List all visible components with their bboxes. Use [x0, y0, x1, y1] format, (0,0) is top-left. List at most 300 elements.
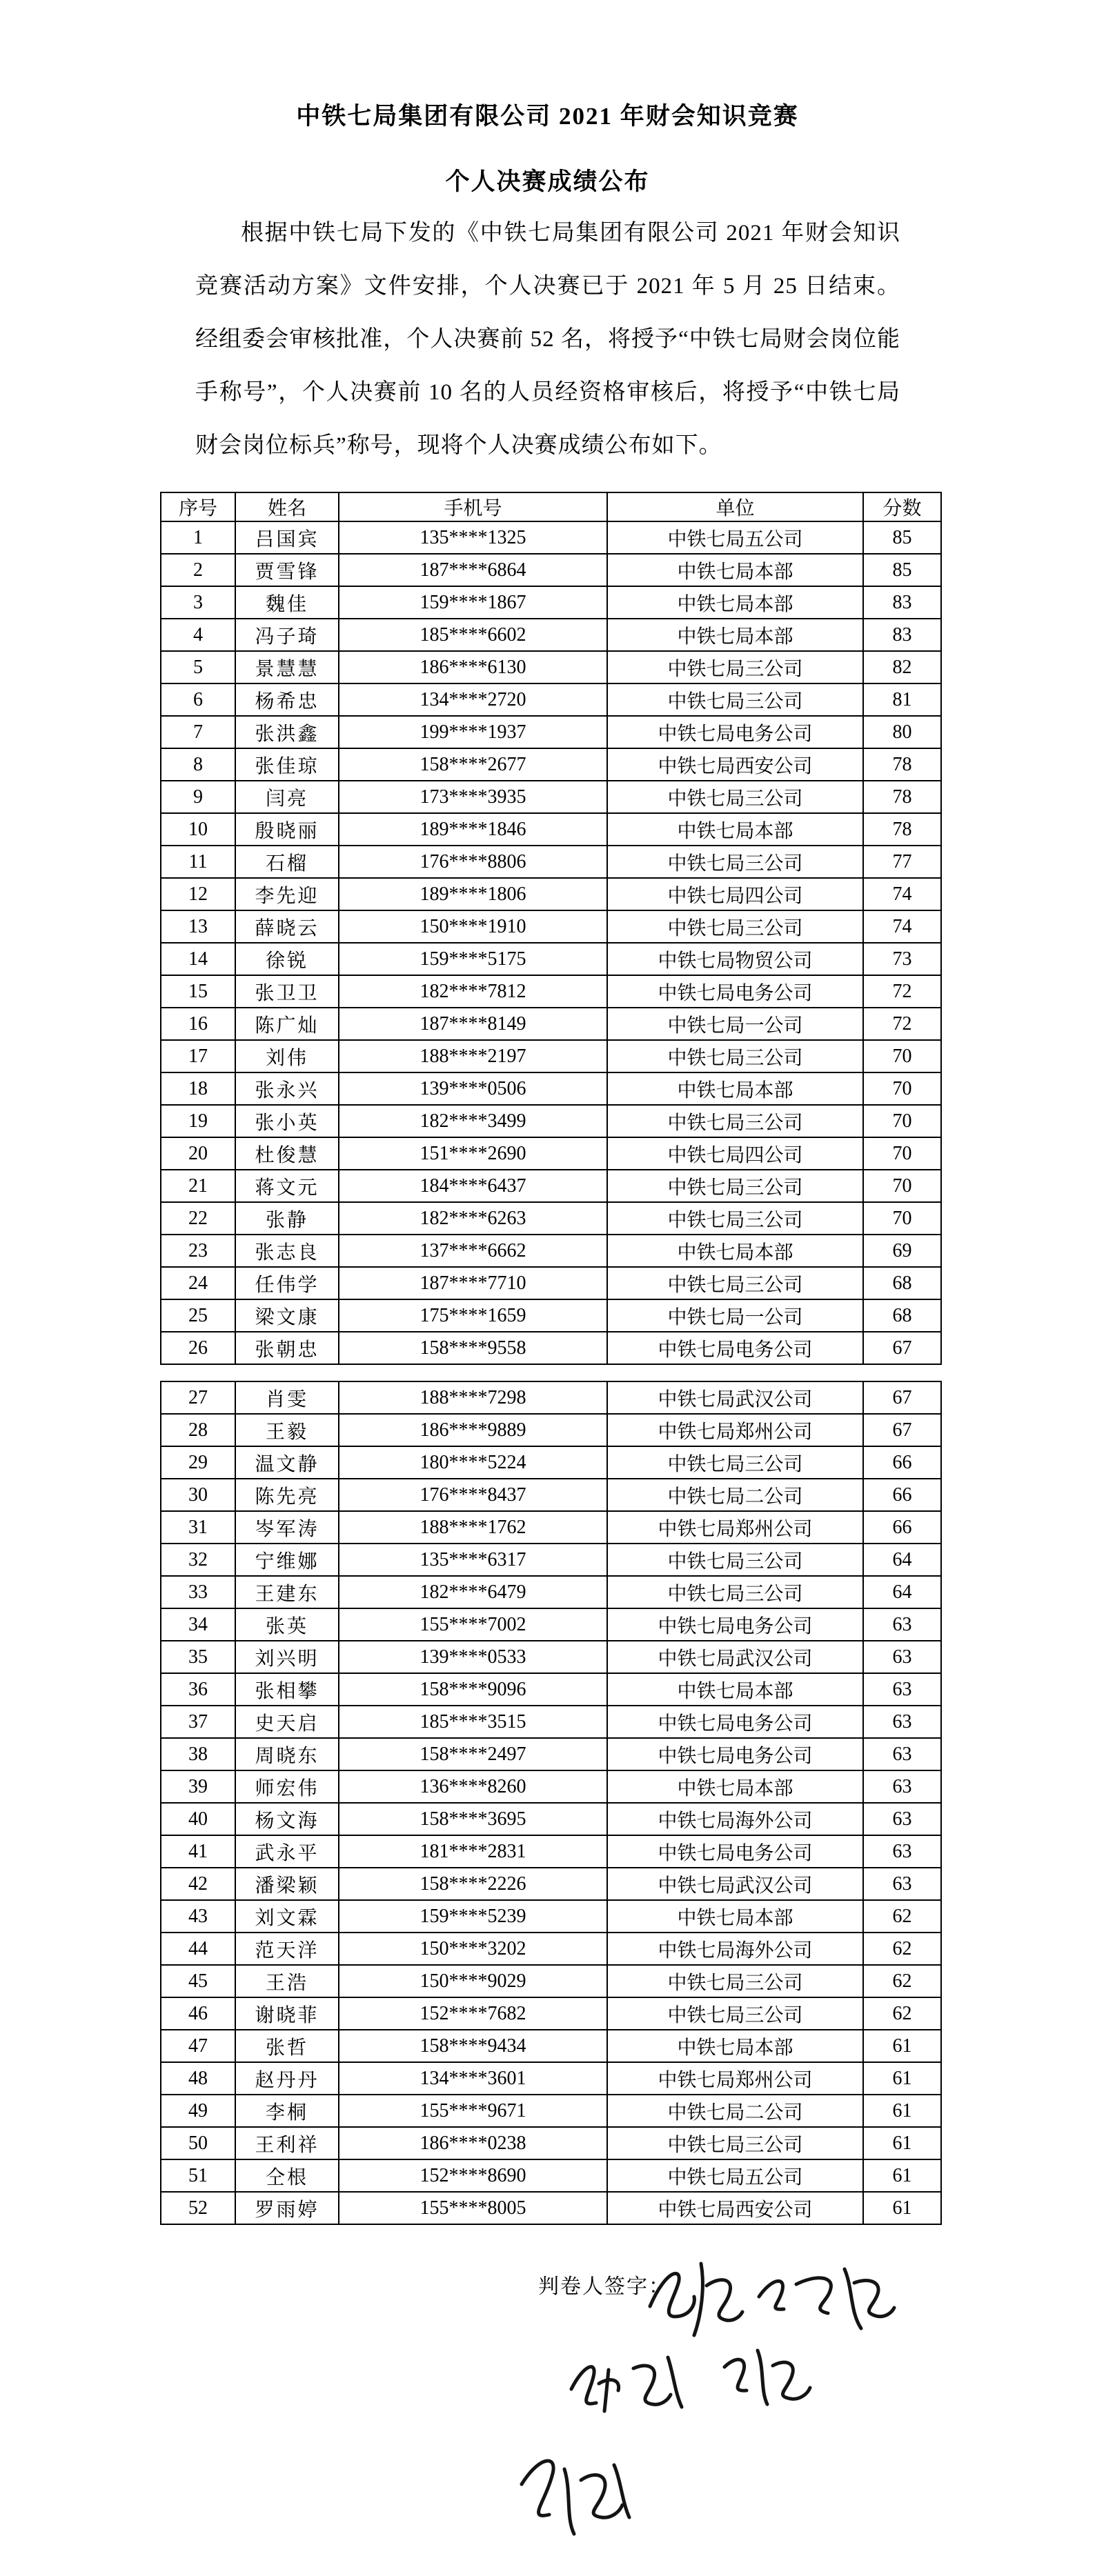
table-cell: 28: [161, 1414, 235, 1446]
table-cell: 159****5239: [339, 1900, 607, 1933]
table-cell: 19: [161, 1105, 235, 1137]
table-cell: 中铁七局电务公司: [607, 1738, 863, 1770]
signature-2: [753, 2261, 898, 2344]
table-cell: 中铁七局二公司: [607, 1479, 863, 1511]
table-cell: 64: [863, 1544, 941, 1576]
table-cell: 70: [863, 1105, 941, 1137]
table-cell: 74: [863, 878, 941, 910]
table-row: [161, 521, 941, 554]
table-row: [161, 2159, 941, 2192]
table-row: [161, 1170, 941, 1202]
table-cell: 135****6317: [339, 1544, 607, 1576]
table-cell: 44: [161, 1933, 235, 1965]
table-cell: 134****3601: [339, 2062, 607, 2095]
table-row: [161, 1235, 941, 1267]
table-cell: 杜俊慧: [235, 1137, 339, 1170]
table-cell: 182****7812: [339, 975, 607, 1008]
table-cell: 张哲: [235, 2030, 339, 2062]
table-cell: 中铁七局本部: [607, 554, 863, 586]
table-cell: 70: [863, 1040, 941, 1072]
table-cell: 33: [161, 1576, 235, 1608]
table-cell: 43: [161, 1900, 235, 1933]
table-cell: 潘梁颖: [235, 1868, 339, 1900]
table-row: [161, 716, 941, 748]
table-cell: 中铁七局西安公司: [607, 2192, 863, 2224]
table-row: [161, 1576, 941, 1608]
table-cell: 46: [161, 1997, 235, 2030]
table-cell: 52: [161, 2192, 235, 2224]
table-cell: 张永兴: [235, 1072, 339, 1105]
table-cell: 41: [161, 1835, 235, 1868]
table-cell: 63: [863, 1835, 941, 1868]
table-cell: 189****1846: [339, 813, 607, 846]
table-cell: 中铁七局本部: [607, 1673, 863, 1706]
table-cell: 中铁七局三公司: [607, 781, 863, 813]
table-cell: 中铁七局一公司: [607, 1008, 863, 1040]
table-cell: 152****7682: [339, 1997, 607, 2030]
table-row: [161, 2127, 941, 2159]
table-cell: 62: [863, 1965, 941, 1997]
table-cell: 谢晓菲: [235, 1997, 339, 2030]
table-cell: 26: [161, 1332, 235, 1364]
table-cell: 中铁七局五公司: [607, 521, 863, 554]
table-cell: 188****1762: [339, 1511, 607, 1544]
table-cell: 中铁七局三公司: [607, 683, 863, 716]
table-cell: 25: [161, 1299, 235, 1332]
table-cell: 闫亮: [235, 781, 339, 813]
table-row: [161, 1933, 941, 1965]
table-cell: 199****1937: [339, 716, 607, 748]
table-cell: 50: [161, 2127, 235, 2159]
table-cell: 83: [863, 619, 941, 651]
table-row: [161, 1267, 941, 1299]
table-cell: 77: [863, 846, 941, 878]
table-cell: 61: [863, 2192, 941, 2224]
table-cell: 68: [863, 1299, 941, 1332]
table-row: [161, 1511, 941, 1544]
table-cell: 180****5224: [339, 1446, 607, 1479]
table-cell: 176****8437: [339, 1479, 607, 1511]
table-cell: 182****6479: [339, 1576, 607, 1608]
table-cell: 29: [161, 1446, 235, 1479]
table-row: [161, 1900, 941, 1933]
table-row: [161, 683, 941, 716]
table-cell: 61: [863, 2127, 941, 2159]
table-cell: 189****1806: [339, 878, 607, 910]
signature-label: 判卷人签字：: [538, 2275, 671, 2298]
table-cell: 78: [863, 813, 941, 846]
table-cell: 37: [161, 1706, 235, 1738]
table-cell: 61: [863, 2095, 941, 2127]
table-cell: 中铁七局三公司: [607, 1544, 863, 1576]
table-cell: 刘伟: [235, 1040, 339, 1072]
table-cell: 刘文霖: [235, 1900, 339, 1933]
table-cell: 冯子琦: [235, 619, 339, 651]
table-cell: 20: [161, 1137, 235, 1170]
table-cell: 温文静: [235, 1446, 339, 1479]
table-cell: 39: [161, 1770, 235, 1803]
table-cell: 66: [863, 1511, 941, 1544]
table-cell: 38: [161, 1738, 235, 1770]
table-cell: 134****2720: [339, 683, 607, 716]
table-row: [161, 1673, 941, 1706]
table-cell: 63: [863, 1738, 941, 1770]
table-row: [161, 2062, 941, 2095]
table-row: [161, 1414, 941, 1446]
table-cell: 石榴: [235, 846, 339, 878]
table-cell: 61: [863, 2062, 941, 2095]
table-cell: 1: [161, 521, 235, 554]
table-cell: 62: [863, 1933, 941, 1965]
table-cell: 63: [863, 1706, 941, 1738]
intro-paragraph: 根据中铁七局下发的《中铁七局集团有限公司 2021 年财会知识竞赛活动方案》文件安排，个人决赛已于 2021 年 5 月 25 日结束。经组委会审核批准，个人决赛前 52 名，将授予“中铁七局财会岗位能手称号”，个人决赛前 10 名的人员经资格审核后，将授予“中铁七局财会岗位标兵”称号，现将个人决赛成绩公布如下。: [195, 221, 900, 458]
table-cell: 137****6662: [339, 1235, 607, 1267]
table-cell: 陈先亮: [235, 1479, 339, 1511]
table-cell: 67: [863, 1381, 941, 1414]
table-cell: 张朝忠: [235, 1332, 339, 1364]
table-cell: 158****9558: [339, 1332, 607, 1364]
table-row: [161, 1770, 941, 1803]
table-row: [161, 2095, 941, 2127]
table-cell: 17: [161, 1040, 235, 1072]
table-cell: 2: [161, 554, 235, 586]
table-cell: 中铁七局郑州公司: [607, 1414, 863, 1446]
table-cell: 6: [161, 683, 235, 716]
table-cell: 张静: [235, 1202, 339, 1235]
table-cell: 187****6864: [339, 554, 607, 586]
table-row: [161, 1965, 941, 1997]
table-cell: 中铁七局三公司: [607, 1105, 863, 1137]
table-cell: 85: [863, 521, 941, 554]
table-cell: 张英: [235, 1608, 339, 1641]
table-row: [161, 1381, 941, 1414]
table-cell: 176****8806: [339, 846, 607, 878]
table-cell: 173****3935: [339, 781, 607, 813]
table-cell: 151****2690: [339, 1137, 607, 1170]
table-cell: 范天洋: [235, 1933, 339, 1965]
table-cell: 188****7298: [339, 1381, 607, 1414]
table-cell: 15: [161, 975, 235, 1008]
table-cell: 王利祥: [235, 2127, 339, 2159]
table-cell: 中铁七局本部: [607, 813, 863, 846]
table-cell: 47: [161, 2030, 235, 2062]
table-cell: 13: [161, 910, 235, 943]
table-cell: 63: [863, 1641, 941, 1673]
table-cell: 周晓东: [235, 1738, 339, 1770]
table-cell: 张佳琼: [235, 748, 339, 781]
table-row: [161, 1544, 941, 1576]
table-cell: 73: [863, 943, 941, 975]
table-cell: 中铁七局电务公司: [607, 1835, 863, 1868]
table-cell: 杨文海: [235, 1803, 339, 1835]
table-cell: 王毅: [235, 1414, 339, 1446]
table-row: [161, 878, 941, 910]
table-cell: 杨希忠: [235, 683, 339, 716]
table-row: [161, 2030, 941, 2062]
table-cell: 中铁七局海外公司: [607, 1933, 863, 1965]
table-cell: 49: [161, 2095, 235, 2127]
table-cell: 187****8149: [339, 1008, 607, 1040]
table-cell: 34: [161, 1608, 235, 1641]
table-row: [161, 1803, 941, 1835]
signature-4: [718, 2337, 821, 2414]
table-cell: 36: [161, 1673, 235, 1706]
table-cell: 张小英: [235, 1105, 339, 1137]
table-row: [161, 781, 941, 813]
table-cell: 51: [161, 2159, 235, 2192]
table-cell: 中铁七局五公司: [607, 2159, 863, 2192]
table-cell: 158****2226: [339, 1868, 607, 1900]
signature-5: [511, 2440, 649, 2550]
table-row: [161, 1008, 941, 1040]
table-cell: 岑军涛: [235, 1511, 339, 1544]
table-cell: 182****3499: [339, 1105, 607, 1137]
table-cell: 梁文康: [235, 1299, 339, 1332]
table-cell: 陈广灿: [235, 1008, 339, 1040]
table-row: [161, 554, 941, 586]
table-cell: 中铁七局本部: [607, 1770, 863, 1803]
table-cell: 61: [863, 2030, 941, 2062]
table-cell: 66: [863, 1446, 941, 1479]
table-cell: 中铁七局电务公司: [607, 975, 863, 1008]
table-cell: 11: [161, 846, 235, 878]
table-cell: 150****1910: [339, 910, 607, 943]
table-cell: 67: [863, 1332, 941, 1364]
table-cell: 67: [863, 1414, 941, 1446]
table-cell: 殷晓丽: [235, 813, 339, 846]
table-cell: 贾雪锋: [235, 554, 339, 586]
table-cell: 王浩: [235, 1965, 339, 1997]
table-cell: 中铁七局三公司: [607, 910, 863, 943]
table-row: [161, 1706, 941, 1738]
table-row: [161, 2192, 941, 2224]
results-table-part-2: [160, 1381, 942, 2225]
table-cell: 63: [863, 1868, 941, 1900]
table-cell: 23: [161, 1235, 235, 1267]
table-cell: 中铁七局二公司: [607, 2095, 863, 2127]
table-cell: 16: [161, 1008, 235, 1040]
table-cell: 武永平: [235, 1835, 339, 1868]
table-cell: 中铁七局本部: [607, 619, 863, 651]
table-cell: 188****2197: [339, 1040, 607, 1072]
table-cell: 中铁七局海外公司: [607, 1803, 863, 1835]
table-cell: 181****2831: [339, 1835, 607, 1868]
table-cell: 3: [161, 586, 235, 619]
table-cell: 刘兴明: [235, 1641, 339, 1673]
table-row: [161, 1072, 941, 1105]
table-cell: 宁维娜: [235, 1544, 339, 1576]
table-row: [161, 586, 941, 619]
document-subtitle: 个人决赛成绩公布: [445, 168, 650, 195]
table-cell: 仝根: [235, 2159, 339, 2192]
table-cell: 186****9889: [339, 1414, 607, 1446]
table-header-row: [161, 492, 941, 521]
header-cell-phone: 手机号: [339, 492, 607, 521]
table-cell: 中铁七局三公司: [607, 1965, 863, 1997]
table-cell: 63: [863, 1608, 941, 1641]
table-cell: 张相攀: [235, 1673, 339, 1706]
table-cell: 74: [863, 910, 941, 943]
table-cell: 4: [161, 619, 235, 651]
document-title: 中铁七局集团有限公司 2021 年财会知识竞赛: [296, 103, 799, 130]
signature-1: [640, 2255, 751, 2344]
header-cell-no: 序号: [161, 492, 235, 521]
table-cell: 155****8005: [339, 2192, 607, 2224]
table-cell: 70: [863, 1170, 941, 1202]
table-row: [161, 1299, 941, 1332]
table-row: [161, 748, 941, 781]
table-cell: 中铁七局三公司: [607, 1446, 863, 1479]
table-cell: 中铁七局本部: [607, 586, 863, 619]
table-cell: 136****8260: [339, 1770, 607, 1803]
table-row: [161, 1446, 941, 1479]
table-cell: 吕国宾: [235, 521, 339, 554]
table-row: [161, 1040, 941, 1072]
table-cell: 186****6130: [339, 651, 607, 683]
table-cell: 139****0533: [339, 1641, 607, 1673]
table-cell: 中铁七局四公司: [607, 1137, 863, 1170]
table-cell: 中铁七局郑州公司: [607, 1511, 863, 1544]
table-cell: 66: [863, 1479, 941, 1511]
table-row: [161, 1137, 941, 1170]
table-cell: 187****7710: [339, 1267, 607, 1299]
table-cell: 185****6602: [339, 619, 607, 651]
table-cell: 22: [161, 1202, 235, 1235]
table-row: [161, 1202, 941, 1235]
table-cell: 张卫卫: [235, 975, 339, 1008]
table-cell: 中铁七局物贸公司: [607, 943, 863, 975]
table-cell: 徐锐: [235, 943, 339, 975]
table-row: [161, 975, 941, 1008]
table-cell: 48: [161, 2062, 235, 2095]
table-cell: 8: [161, 748, 235, 781]
table-row: [161, 619, 941, 651]
table-cell: 40: [161, 1803, 235, 1835]
table-cell: 155****7002: [339, 1608, 607, 1641]
table-cell: 中铁七局四公司: [607, 878, 863, 910]
table-cell: 70: [863, 1072, 941, 1105]
table-cell: 中铁七局本部: [607, 1072, 863, 1105]
table-cell: 185****3515: [339, 1706, 607, 1738]
table-cell: 158****9096: [339, 1673, 607, 1706]
table-cell: 中铁七局三公司: [607, 1267, 863, 1299]
table-cell: 61: [863, 2159, 941, 2192]
header-cell-score: 分数: [863, 492, 941, 521]
table-row: [161, 846, 941, 878]
table-cell: 27: [161, 1381, 235, 1414]
table-cell: 中铁七局武汉公司: [607, 1641, 863, 1673]
table-cell: 72: [863, 975, 941, 1008]
table-cell: 70: [863, 1137, 941, 1170]
table-row: [161, 1738, 941, 1770]
table-cell: 中铁七局本部: [607, 1235, 863, 1267]
table-cell: 81: [863, 683, 941, 716]
table-cell: 45: [161, 1965, 235, 1997]
table-cell: 中铁七局西安公司: [607, 748, 863, 781]
table-row: [161, 1868, 941, 1900]
table-cell: 12: [161, 878, 235, 910]
table-cell: 中铁七局郑州公司: [607, 2062, 863, 2095]
table-cell: 中铁七局电务公司: [607, 1706, 863, 1738]
table-cell: 师宏伟: [235, 1770, 339, 1803]
table-cell: 赵丹丹: [235, 2062, 339, 2095]
table-cell: 14: [161, 943, 235, 975]
table-cell: 中铁七局三公司: [607, 1170, 863, 1202]
table-cell: 42: [161, 1868, 235, 1900]
table-cell: 中铁七局武汉公司: [607, 1868, 863, 1900]
table-cell: 175****1659: [339, 1299, 607, 1332]
table-cell: 蒋文元: [235, 1170, 339, 1202]
table-cell: 中铁七局电务公司: [607, 1608, 863, 1641]
table-cell: 中铁七局三公司: [607, 1040, 863, 1072]
table-cell: 薛晓云: [235, 910, 339, 943]
table-cell: 32: [161, 1544, 235, 1576]
results-table-part-1: [160, 492, 942, 1365]
table-cell: 158****2677: [339, 748, 607, 781]
table-cell: 中铁七局三公司: [607, 846, 863, 878]
table-cell: 中铁七局三公司: [607, 2127, 863, 2159]
table-row: [161, 910, 941, 943]
table-row: [161, 1641, 941, 1673]
table-row: [161, 1479, 941, 1511]
table-cell: 63: [863, 1673, 941, 1706]
table-cell: 70: [863, 1202, 941, 1235]
table-cell: 78: [863, 781, 941, 813]
table-cell: 史天启: [235, 1706, 339, 1738]
table-cell: 158****2497: [339, 1738, 607, 1770]
table-cell: 9: [161, 781, 235, 813]
table-row: [161, 1608, 941, 1641]
table-cell: 中铁七局电务公司: [607, 716, 863, 748]
table-cell: 7: [161, 716, 235, 748]
table-cell: 63: [863, 1803, 941, 1835]
table-cell: 中铁七局三公司: [607, 1202, 863, 1235]
table-cell: 李先迎: [235, 878, 339, 910]
table-cell: 135****1325: [339, 521, 607, 554]
table-cell: 张洪鑫: [235, 716, 339, 748]
table-cell: 63: [863, 1770, 941, 1803]
table-cell: 李桐: [235, 2095, 339, 2127]
table-cell: 139****0506: [339, 1072, 607, 1105]
table-cell: 30: [161, 1479, 235, 1511]
table-cell: 158****9434: [339, 2030, 607, 2062]
table-cell: 张志良: [235, 1235, 339, 1267]
table-cell: 罗雨婷: [235, 2192, 339, 2224]
table-cell: 72: [863, 1008, 941, 1040]
table-cell: 中铁七局一公司: [607, 1299, 863, 1332]
table-cell: 155****9671: [339, 2095, 607, 2127]
table-cell: 21: [161, 1170, 235, 1202]
table-cell: 85: [863, 554, 941, 586]
table-cell: 158****3695: [339, 1803, 607, 1835]
table-cell: 152****8690: [339, 2159, 607, 2192]
table-cell: 64: [863, 1576, 941, 1608]
table-cell: 中铁七局三公司: [607, 651, 863, 683]
table-cell: 62: [863, 1900, 941, 1933]
table-cell: 任伟学: [235, 1267, 339, 1299]
table-cell: 159****5175: [339, 943, 607, 975]
table-cell: 10: [161, 813, 235, 846]
table-cell: 62: [863, 1997, 941, 2030]
table-cell: 王建东: [235, 1576, 339, 1608]
table-cell: 景慧慧: [235, 651, 339, 683]
table-cell: 5: [161, 651, 235, 683]
table-row: [161, 1835, 941, 1868]
table-cell: 中铁七局本部: [607, 2030, 863, 2062]
table-row: [161, 1332, 941, 1364]
table-row: [161, 1105, 941, 1137]
header-cell-name: 姓名: [235, 492, 339, 521]
